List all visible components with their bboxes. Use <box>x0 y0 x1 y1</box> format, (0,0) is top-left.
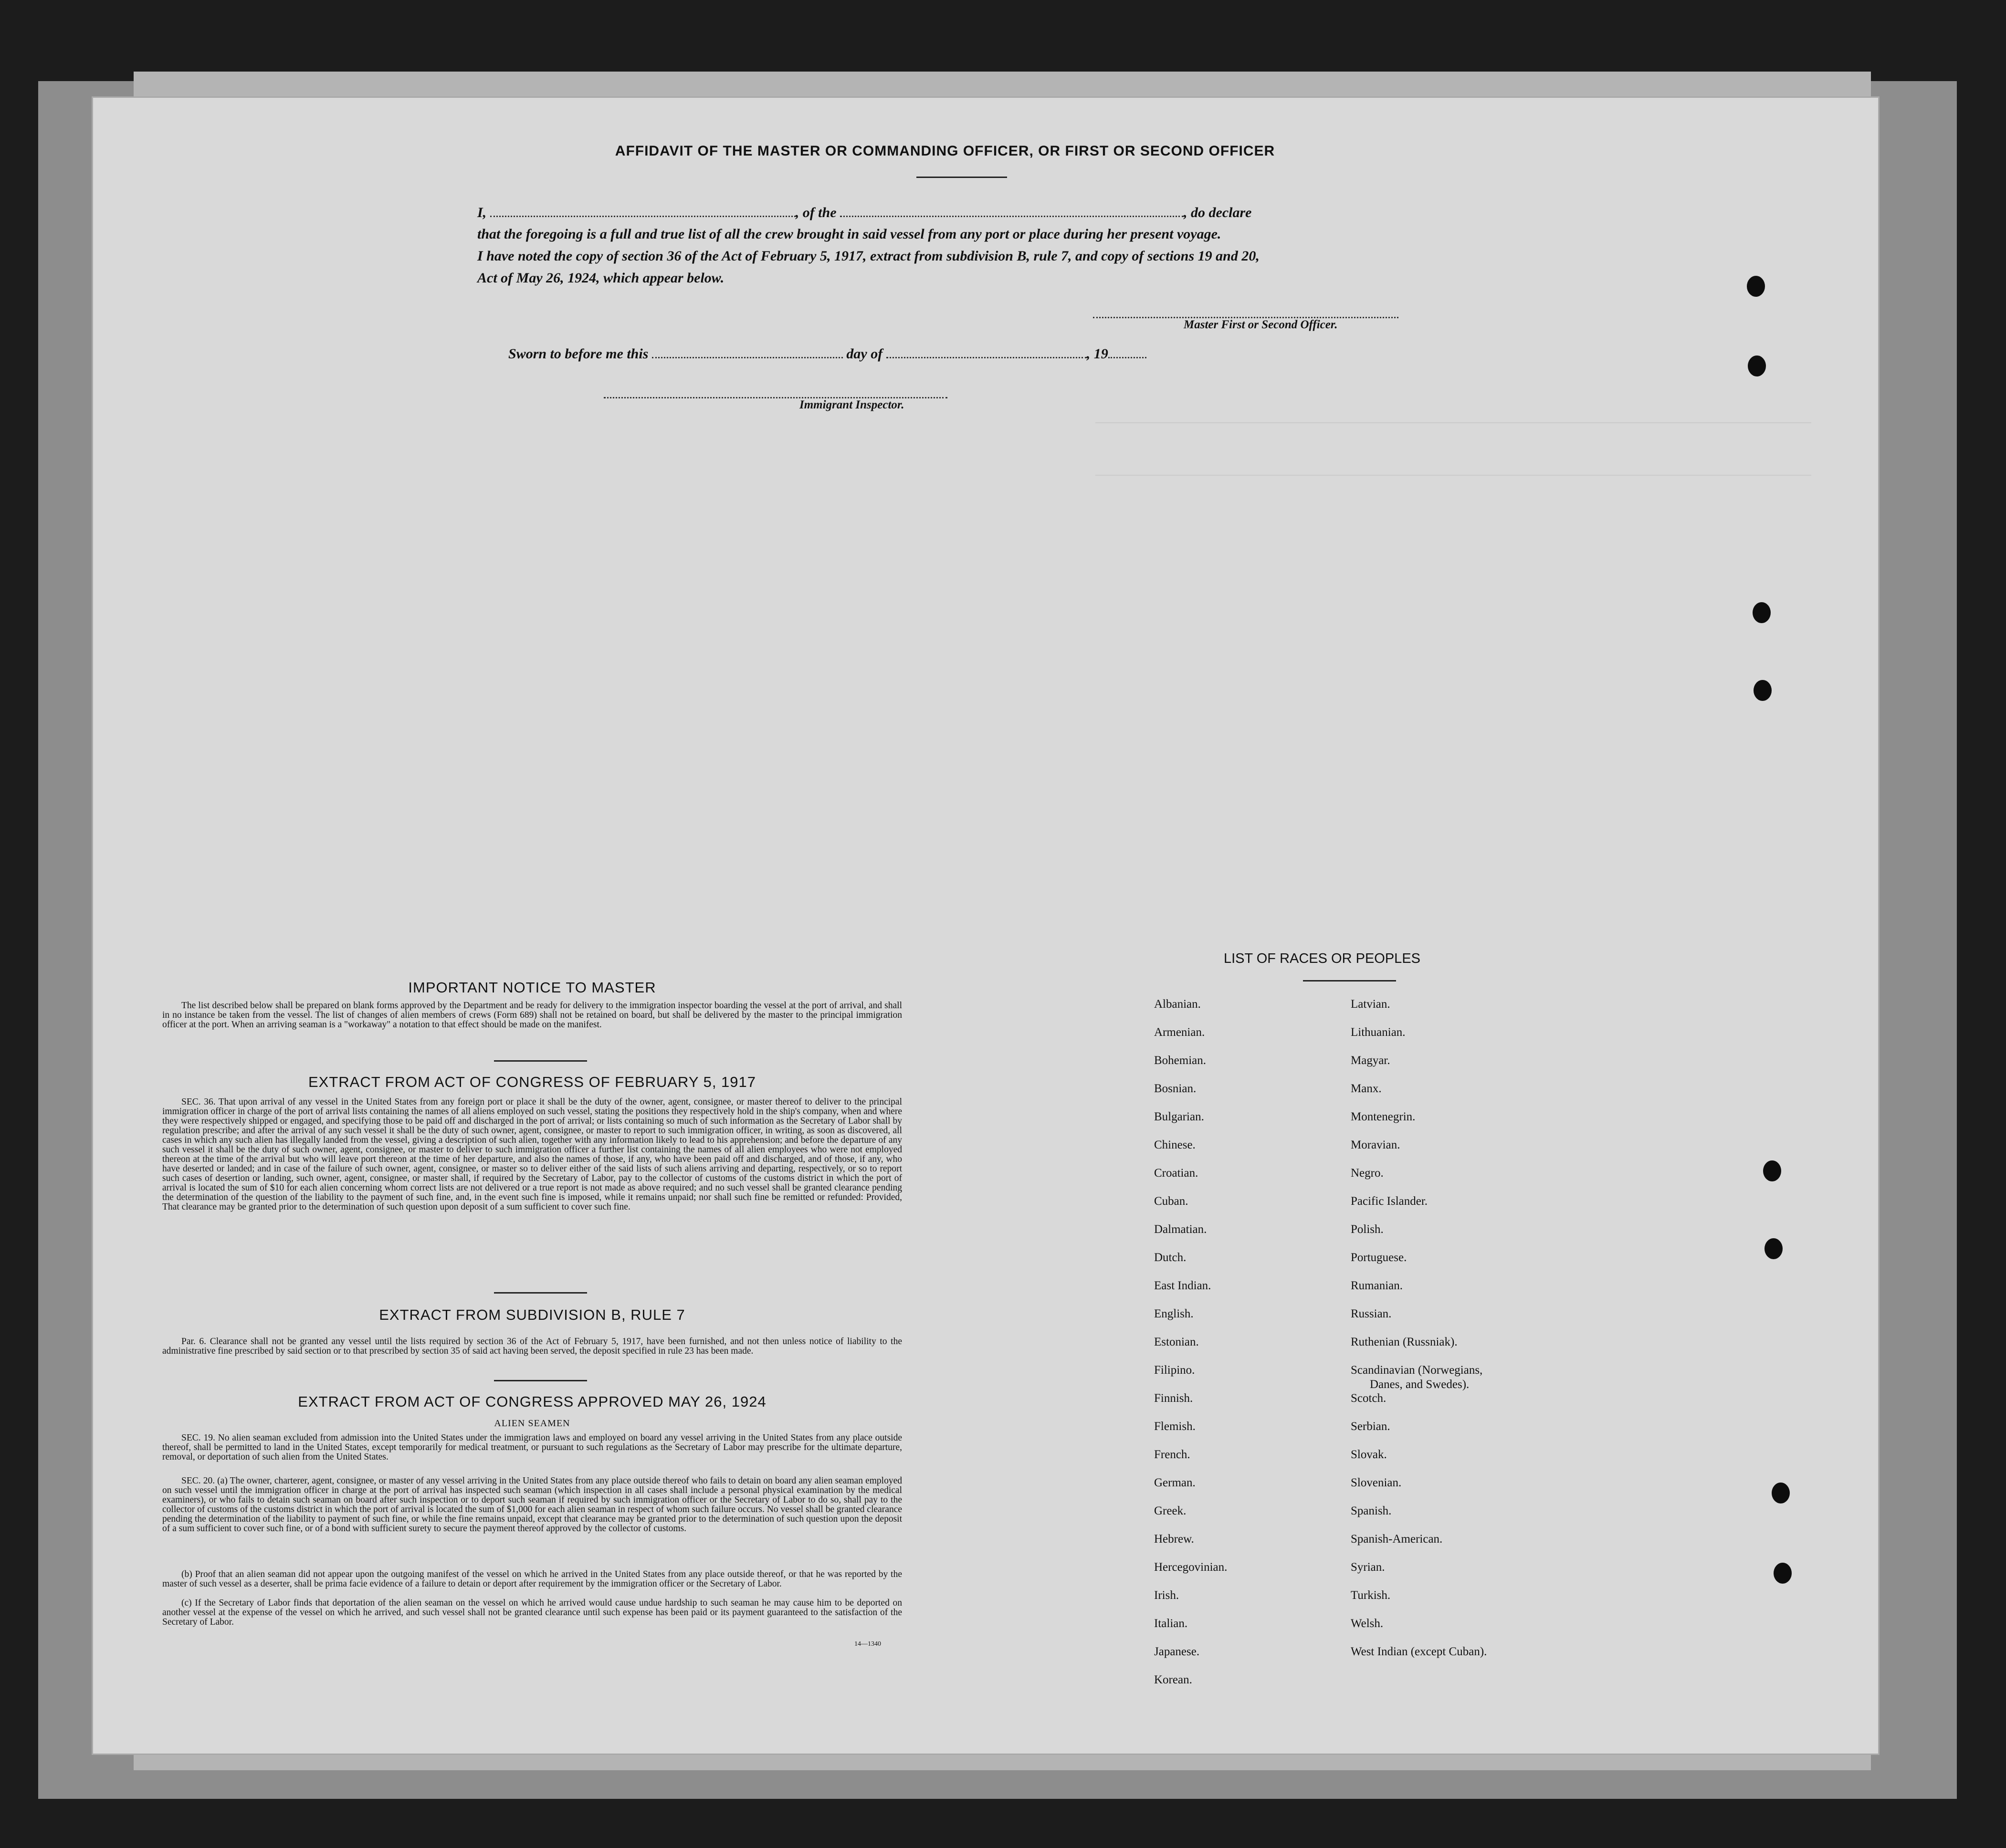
affidavit-line-4: Act of May 26, 1924, which appear below. <box>477 270 725 286</box>
extract-1924-heading: EXTRACT FROM ACT OF CONGRESS APPROVED MAY 26, 1924 <box>298 1393 767 1410</box>
punch-hole <box>1763 1160 1781 1181</box>
race-item: Bosnian. <box>1154 1082 1197 1095</box>
race-item: Moravian. <box>1351 1138 1400 1151</box>
race-item: Dalmatian. <box>1154 1223 1207 1236</box>
declarant-prefix: I, <box>477 205 487 220</box>
punch-hole <box>1747 276 1765 297</box>
title-rule <box>916 177 1007 178</box>
race-item: Scotch. <box>1351 1392 1386 1405</box>
race-item: Greek. <box>1154 1504 1187 1517</box>
race-item: German. <box>1154 1476 1196 1489</box>
punch-hole <box>1772 1483 1790 1503</box>
rule-7-text: Par. 6. Clearance shall not be granted any vessel until the lists required by section 36 of the Act of February 5, 1917, have been furnished, and not then unless notice of liability to the administrative fine prescribed by said section or to that prescribed by section 35 of said act having been served, the deposit specified in rule 23 has been made. <box>162 1336 902 1356</box>
section-20a-text: SEC. 20. (a) The owner, charterer, agent, consignee, or master of any vessel arriving in the United States from any place outside thereof who fails to detain on board any alien seaman employed on such vessel until the immigration officer in charge at the port of arrival has inspected such seaman (which inspection in all cases shall include a personal physical examination by the medical examiners), or who fails to detain such seaman on board after such inspection or to deport such seaman if required by such immigration officer or the Secretary of Labor to do so, shall pay to the collector of customs of the customs district in which the port of arrival is located the sum of $1,000 for each alien seaman in respect of whom such failure occurs. No vessel shall be granted clearance pending the determination of the liability to payment of such fine, or while the fine remains unpaid, except that clearance may be granted prior to the determination of such question upon the deposit of a sum sufficient to cover such fine, or of a bond with sufficient surety to secure the payment thereof approved by the collector of customs. <box>162 1476 902 1534</box>
race-item: Negro. <box>1351 1167 1384 1180</box>
affidavit-line-2: that the foregoing is a full and true list of all the crew brought in said vessel from any port or place during her present voyage. <box>477 226 1221 242</box>
race-item: Magyar. <box>1351 1054 1390 1067</box>
race-item: Finnish. <box>1154 1392 1193 1405</box>
sworn-month-field[interactable] <box>886 345 1087 358</box>
master-signature-line[interactable] <box>1093 305 1398 318</box>
race-item: Welsh. <box>1351 1617 1384 1630</box>
sworn-year-field[interactable] <box>1108 345 1146 358</box>
races-heading: LIST OF RACES OR PEOPLES <box>1223 951 1421 966</box>
name-field[interactable] <box>490 204 796 217</box>
race-item: West Indian (except Cuban). <box>1351 1645 1487 1658</box>
punch-hole <box>1753 602 1771 623</box>
notice-heading: IMPORTANT NOTICE TO MASTER <box>408 979 656 996</box>
master-caption: Master First or Second Officer. <box>1184 318 1338 331</box>
section-20c-text: (c) If the Secretary of Labor finds that deportation of the alien seaman on the vessel on which he arrived would cause undue hardship to such seaman he may cause him to be deported on another vessel at the expense of the vessel on which he arrived, and such vessel shall not be granted clearance until such expense has been paid or its payment guaranteed to the satisfaction of the Secretary of Labor. <box>162 1598 902 1627</box>
race-item: Albanian. <box>1154 998 1201 1011</box>
punch-hole <box>1774 1563 1792 1584</box>
race-item: Flemish. <box>1154 1420 1196 1433</box>
section-rule <box>494 1380 587 1381</box>
race-item: Lithuanian. <box>1351 1026 1406 1039</box>
race-item: Polish. <box>1351 1223 1384 1236</box>
day-of-text: day of <box>846 346 883 362</box>
race-item: Spanish. <box>1351 1504 1392 1517</box>
affidavit-title: AFFIDAVIT OF THE MASTER OR COMMANDING OFFICER, OR FIRST OR SECOND OFFICER <box>615 143 1275 159</box>
race-item: Slovenian. <box>1351 1476 1402 1489</box>
race-item: English. <box>1154 1307 1194 1320</box>
section-36-text: SEC. 36. That upon arrival of any vessel in the United States from any foreign port or place it shall be the duty of the owner, agent, consignee, or master thereof to deliver to the principal immigration officer in charge of the port of arrival lists containing the names of all aliens employed on such vessel, stating the positions they respectively hold in the ship's company, when and where they were respectively shipped or engaged, and specifying those to be paid off and discharged in the port of arrival; or lists containing so much of such information as the Secretary of Labor shall by regulation prescribe; and after the arrival of any such vessel it shall be the duty of such owner, agent, consignee, or master to report to such immigration officer, in writing, as soon as discovered, all cases in which any such alien has illegally landed from the vessel, giving a description of such alien, together with any information likely to lead to his apprehension; and before the departure of any such vessel it shall be the duty of such owner, agent, consignee, or master to deliver to such immigration officer a further list containing the names of all alien employees who were not employed thereon at the time of the arrival but who will leave port thereon at the time of her departure, and also the names of those, if any, who have been paid off and discharged, and of those, if any, who have deserted or landed; and in case of the failure of such owner, agent, consignee, or master so to deliver either of the said lists of such aliens arriving and departing, respectively, or so to report such cases of desertion or landing, such owner, agent, consignee, or master shall, if required by the Secretary of Labor, pay to the collector of customs of the customs district in which the port of arrival is located the sum of $10 for each alien concerning whom correct lists are not delivered or a true report is not made as above required; and no such vessel shall be granted clearance pending the determination of the question of the liability to the payment of such fine, and, in the event such fine is imposed, while it remains unpaid; nor shall such fine be remitted or refunded: Provided, That clearance may be granted prior to the determination of such question upon deposit of a sum sufficient to cover such fine. <box>162 1097 902 1212</box>
race-item: Slovak. <box>1351 1448 1387 1461</box>
affidavit-line-3: I have noted the copy of section 36 of the Act of February 5, 1917, extract from subdivision B, rule 7, and copy of sections 19 and 20, <box>477 248 1260 264</box>
inspector-caption: Immigrant Inspector. <box>799 398 904 411</box>
year-prefix: , 19 <box>1086 346 1108 362</box>
sworn-day-field[interactable] <box>652 345 843 358</box>
race-item: Chinese. <box>1154 1138 1196 1151</box>
section-rule <box>494 1292 587 1294</box>
race-item: Portuguese. <box>1351 1251 1407 1264</box>
races-rule <box>1303 980 1396 981</box>
race-item: Rumanian. <box>1351 1279 1403 1292</box>
inspector-signature-line[interactable] <box>604 386 947 398</box>
sworn-line <box>508 345 1146 362</box>
race-item: Russian. <box>1351 1307 1392 1320</box>
do-declare-text: , do declare <box>1184 205 1252 220</box>
race-item: Hebrew. <box>1154 1533 1194 1545</box>
section-19-text: SEC. 19. No alien seaman excluded from admission into the United States under the immigration laws and employed on board any vessel arriving in the United States from any place outside thereof, shall be permitted to land in the United States, except temporarily for medical treatment, or pursuant to such regulations as the Secretary of Labor may prescribe for the ultimate departure, removal, or deportation of such alien from the United States. <box>162 1433 902 1462</box>
punch-hole <box>1748 355 1766 376</box>
race-item: Cuban. <box>1154 1195 1188 1208</box>
section-20b-text: (b) Proof that an alien seaman did not appear upon the outgoing manifest of the vessel on which he arrived in the United States from any place outside thereof, or that he was reported by the master of such vessel as a deserter, shall be prima facie evidence of a failure to detain or deport after requirement by the immigration officer or the Secretary of Labor. <box>162 1569 902 1589</box>
race-item: Italian. <box>1154 1617 1188 1630</box>
race-item: East Indian. <box>1154 1279 1211 1292</box>
punch-hole <box>1764 1238 1783 1259</box>
race-item: Manx. <box>1351 1082 1382 1095</box>
race-item: Irish. <box>1154 1589 1179 1602</box>
rule-7-heading: EXTRACT FROM SUBDIVISION B, RULE 7 <box>379 1306 685 1323</box>
race-item: Serbian. <box>1351 1420 1390 1433</box>
race-item: Korean. <box>1154 1673 1192 1686</box>
race-item: Armenian. <box>1154 1026 1205 1039</box>
of-the-text: , of the <box>795 205 837 220</box>
race-item: Latvian. <box>1351 998 1390 1011</box>
form-number: 14—1340 <box>854 1640 881 1648</box>
vessel-field[interactable] <box>840 204 1184 217</box>
race-item: Croatian. <box>1154 1167 1198 1180</box>
bleed-through-rule <box>1095 422 1811 423</box>
race-item: Estonian. <box>1154 1336 1199 1348</box>
notice-text: The list described below shall be prepared on blank forms approved by the Department and be ready for delivery to the immigration inspector boarding the vessel at the port of arrival, and shall in no instance be taken from the vessel. The list of changes of alien members of crews (Form 689) shall not be retained on board, but shall be delivered by the master to the principal immigration officer at the port. When an arriving seaman is a "workaway" a notation to that effect should be made on the manifest. <box>162 1001 902 1030</box>
race-item: Ruthenian (Russniak). <box>1351 1336 1458 1348</box>
race-item: Turkish. <box>1351 1589 1391 1602</box>
race-item: Syrian. <box>1351 1561 1385 1574</box>
declarant-line <box>477 204 1251 221</box>
race-item: Montenegrin. <box>1351 1110 1416 1123</box>
race-item: Bohemian. <box>1154 1054 1207 1067</box>
race-item: Japanese. <box>1154 1645 1200 1658</box>
punch-hole <box>1754 680 1772 701</box>
race-item: Danes, and Swedes). <box>1370 1378 1470 1391</box>
bleed-through-rule <box>1095 475 1811 476</box>
sworn-prefix: Sworn to before me this <box>508 346 649 362</box>
race-item: French. <box>1154 1448 1190 1461</box>
race-item: Hercegovinian. <box>1154 1561 1228 1574</box>
race-item: Filipino. <box>1154 1364 1195 1377</box>
alien-seamen-subheading: ALIEN SEAMEN <box>494 1418 570 1429</box>
race-item: Scandinavian (Norwegians, <box>1351 1364 1483 1377</box>
section-rule <box>494 1060 587 1062</box>
race-item: Pacific Islander. <box>1351 1195 1428 1208</box>
race-item: Spanish-American. <box>1351 1533 1443 1545</box>
race-item: Bulgarian. <box>1154 1110 1204 1123</box>
race-item: Dutch. <box>1154 1251 1187 1264</box>
extract-1917-heading: EXTRACT FROM ACT OF CONGRESS OF FEBRUARY 5, 1917 <box>308 1074 756 1090</box>
